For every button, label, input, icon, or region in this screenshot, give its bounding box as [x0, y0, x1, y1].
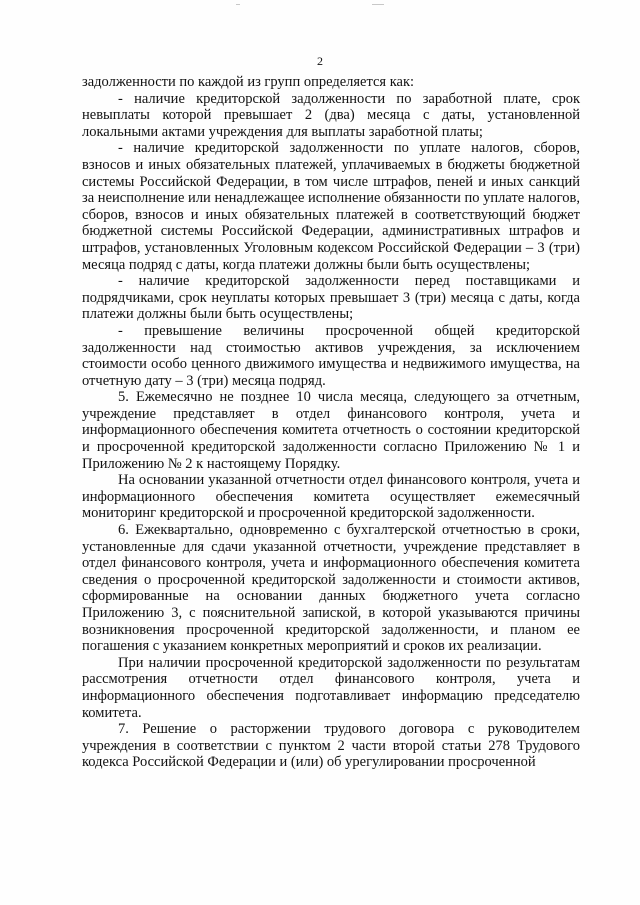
scan-artifact	[372, 4, 384, 5]
paragraph-item-5: 5. Ежемесячно не позднее 10 числа месяца, следующего за отчетным, учреждение представляет в отдел финансового контроля, учета и информационного обеспечения комитета отчетность о состоянии кредиторской и просроченной кредиторской задолженности согласно Приложению № 1 и Приложению № 2 к настоящему Порядку.	[82, 389, 580, 472]
page-number: 2	[317, 54, 323, 68]
paragraph-item-7: 7. Решение о расторжении трудового договора с руководителем учреждения в соответствии с пунктом 2 части второй статьи 278 Трудового кодекса Российской Федерации и (или) об урегулировании просроченной	[82, 721, 580, 771]
paragraph-continuation: задолженности по каждой из групп определяется как:	[82, 74, 415, 90]
paragraph-tax-debt: - наличие кредиторской задолженности по уплате налогов, сборов, взносов и иных обязательных платежей, уплачиваемых в бюджеты бюджетной системы Российской Федерации, в том числе штрафов, пеней и иных санкций за неисполнение или ненадлежащее исполнение обязанности по уплате налогов, сборов, взносов и иных обязательных платежей в соответствующий бюджет бюджетной системы Российской Федерации, административных штрафов и штрафов, установленных Уголовным кодексом Российской Федерации – 3 (три) месяца подряд с даты, когда платежи должны были быть осуществлены;	[82, 140, 580, 273]
paragraph-monitoring: На основании указанной отчетности отдел финансового контроля, учета и информационного обеспечения комитета осуществляет ежемесячный мониторинг кредиторской и просроченной кредиторской задолженности.	[82, 472, 580, 522]
document-body	[82, 74, 580, 771]
scan-artifact	[236, 4, 240, 5]
paragraph-information: При наличии просроченной кредиторской задолженности по результатам рассмотрения отчетности отдел финансового контроля, учета и информационного обеспечения подготавливает информацию председателю комитета.	[82, 654, 580, 721]
paragraph-supplier-debt: - наличие кредиторской задолженности перед поставщиками и подрядчиками, срок неуплаты которых превышает 3 (три) месяца с даты, когда платежи должны были быть осуществлены;	[82, 273, 580, 323]
paragraph-wage-debt: - наличие кредиторской задолженности по заработной плате, срок невыплаты которой превышает 2 (два) месяца с даты, установленной локальными актами учреждения для выплаты заработной платы;	[82, 90, 580, 140]
paragraph-item-6: 6. Ежеквартально, одновременно с бухгалтерской отчетностью в сроки, установленные для сдачи указанной отчетности, учреждение представляет в отдел финансового контроля, учета и информационного обеспечения комитета сведения о просроченной кредиторской задолженности и стоимости активов, сформированные на основании данных бюджетного учета согласно Приложению 3, с пояснительной запиской, в которой указываются причины возникновения просроченной кредиторской задолженности, и планом ее погашения с указанием конкретных мероприятий и сроков их реализации.	[82, 522, 580, 655]
paragraph-assets-excess: - превышение величины просроченной общей кредиторской задолженности над стоимостью активов учреждения, за исключением стоимости особо ценного движимого имущества и недвижимого имущества, на отчетную дату – 3 (три) месяца подряд.	[82, 322, 580, 389]
